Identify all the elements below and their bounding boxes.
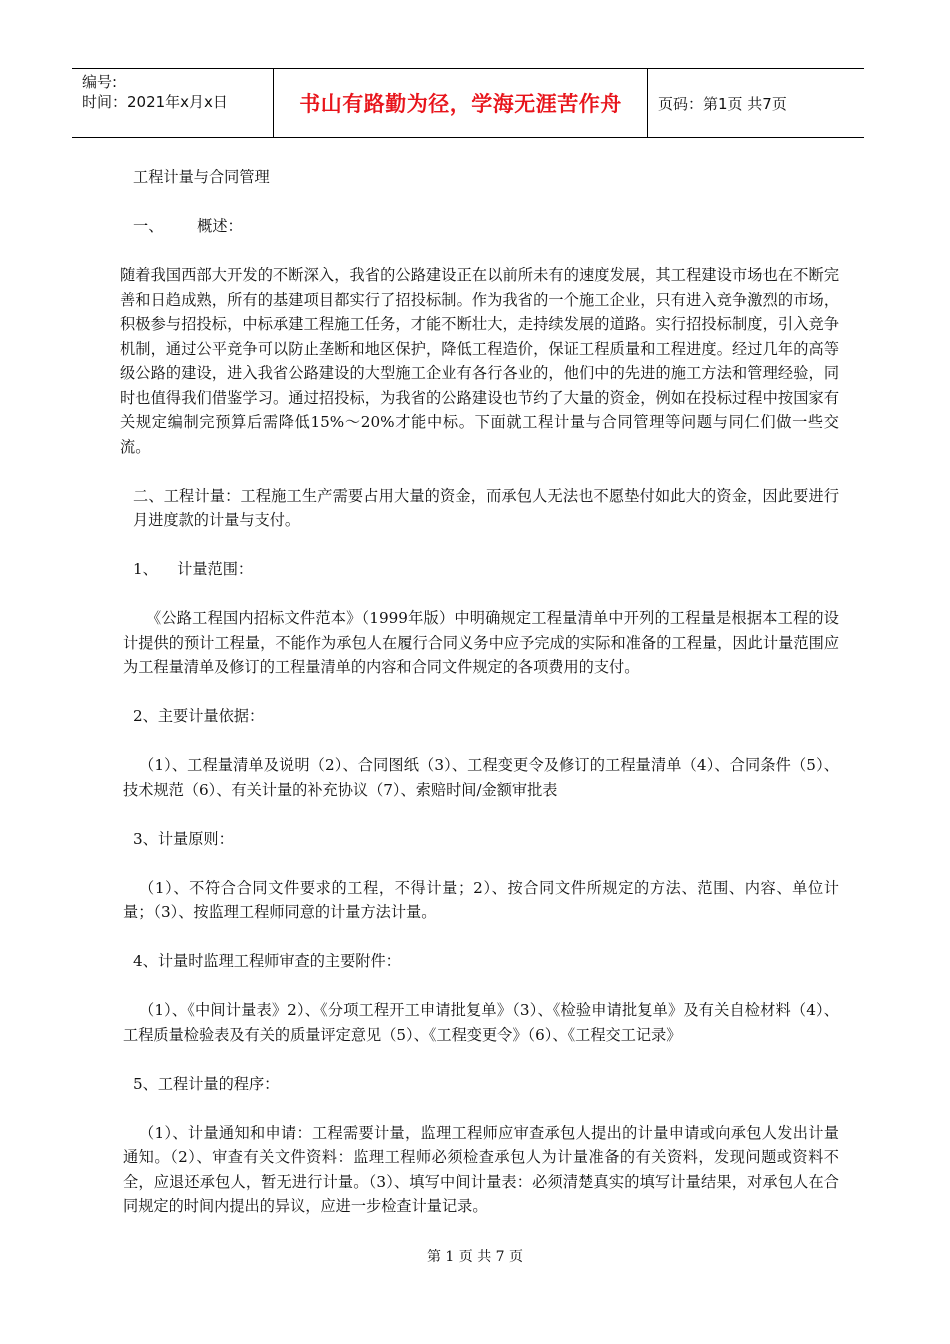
section-2-1-heading: 1、 计量范围： — [133, 560, 254, 578]
header-slogan-cell — [274, 69, 648, 137]
section-2-paragraph: 二、工程计量：工程施工生产需要占用大量的资金，而承包人无法也不愿垫付如此大的资金，因此要进行月进度款的计量与支付。 — [133, 486, 839, 529]
document-body — [120, 165, 839, 1219]
document-number-label: 编号: — [82, 73, 118, 91]
section-2-3-paragraph: （1）、不符合合同文件要求的工程，不得计量；2）、按合同文件所规定的方法、范围、内容、单位计量；（3）、按监理工程师同意的计量方法计量。 — [123, 878, 839, 921]
section-1-heading: 一、 概述： — [133, 217, 243, 235]
section-2-5-heading: 5、工程计量的程序： — [133, 1074, 280, 1093]
header-page-number: 页码：第1页 共7页 — [658, 94, 787, 113]
header-page-cell — [648, 69, 864, 137]
section-2-5-paragraph: （1）、计量通知和申请：工程需要计量，监理工程师应审查承包人提出的计量申请或向承包人发出计量通知。（2）、审查有关文件资料：监理工程师必须检查承包人为计量准备的有关资料，发现问题或资料不全，应退还承包人，暂无进行计量。（3）、填写中间计量表：必须清楚真实的填写计量结果，对承包人在合同规定的时间内提出的异议，应进一步检查计量记录。 — [123, 1123, 839, 1215]
header-slogan: 书山有路勤为径，学海无涯苦作舟 — [299, 92, 622, 116]
section-2-1-paragraph: 《公路工程国内招标文件范本》（1999年版）中明确规定工程量清单中开列的工程量是根据本工程的设计提供的预计工程量，不能作为承包人在履行合同义务中应予完成的实际和准备的工程量，因此计量范围应为工程量清单及修订的工程量清单的内容和合同文件规定的各项费用的支付。 — [123, 609, 839, 676]
page-footer: 第 1 页 共 7 页 — [426, 1249, 524, 1265]
header-meta — [72, 69, 274, 137]
section-2-2-heading: 2、主要计量依据： — [133, 707, 265, 725]
document-date-label: 时间：2021年x月x日 — [82, 93, 228, 111]
document-title: 工程计量与合同管理 — [133, 168, 270, 186]
section-2-4-heading: 4、计量时监理工程师审查的主要附件： — [133, 952, 401, 970]
page-header — [72, 68, 864, 138]
section-2-2-paragraph: （1）、工程量清单及说明（2）、合同图纸（3）、工程变更令及修订的工程量清单（4）、合同条件（5）、技术规范（6）、有关计量的补充协议（7）、索赔时间/金额审批表 — [123, 756, 839, 799]
section-2-4-paragraph: （1）、《中间计量表》2）、《分项工程开工申请批复单》（3）、《检验申请批复单》及有关自检材料（4）、工程质量检验表及有关的质量评定意见（5）、《工程变更令》（6）、《工程交工记录》 — [123, 1001, 839, 1044]
section-1-paragraph: 随着我国西部大开发的不断深入，我省的公路建设正在以前所未有的速度发展，其工程建设市场也在不断完善和日趋成熟，所有的基建项目都实行了招投标制。作为我省的一个施工企业，只有进入竞争激烈的市场，积极参与招投标，中标承建工程施工任务，才能不断壮大，走持续发展的道路。实行招投标制度，引入竞争机制，通过公平竞争可以防止垄断和地区保护，降低工程造价，保证工程质量和工程进度。经过几年的高等级公路的建设，进入我省公路建设的大型施工企业有各行各业的，他们中的先进的施工方法和管理经验，同时也值得我们借鉴学习。通过招投标，为我省的公路建设也节约了大量的资金，例如在投标过程中按国家有关规定编制完预算后需降低15%～20%才能中标。下面就工程计量与合同管理等问题与同仁们做一些交流。 — [120, 266, 839, 456]
section-2-3-heading: 3、计量原则： — [133, 829, 234, 848]
